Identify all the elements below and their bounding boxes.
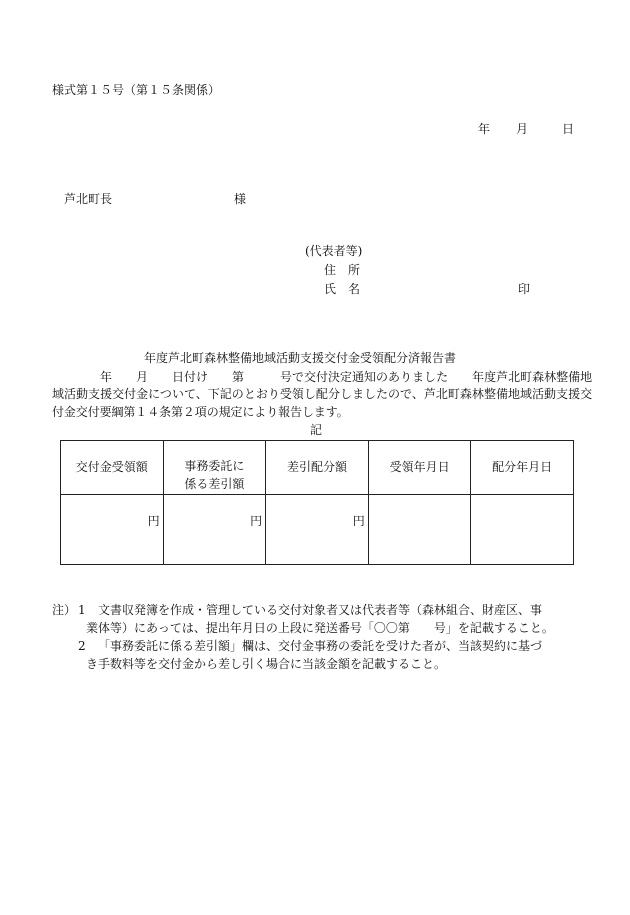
header-received-amount: 交付金受領額 — [61, 441, 164, 495]
notes-prefix: 注） — [52, 603, 77, 617]
addressee-honorific: 様 — [234, 192, 247, 206]
note-continuation — [52, 656, 592, 674]
header-distribution-date: 配分年月日 — [471, 441, 574, 495]
note-text: 業体等）にあっては、提出年月日の上段に発送番号「〇〇第 号」を記載すること。 — [86, 621, 554, 635]
addressee — [64, 191, 247, 208]
cell-net-distribution[interactable]: 円 — [266, 495, 369, 565]
cell-received-date[interactable] — [368, 495, 471, 565]
addressee-name: 芦北町長 — [64, 192, 113, 206]
cell-received-amount[interactable]: 円 — [61, 495, 164, 565]
note-number: 1 — [78, 603, 86, 617]
date-day: 日 — [562, 122, 575, 136]
note-text: き手数料等を交付金から差し引く場合に当該金額を記載すること。 — [86, 657, 447, 671]
header-net-distribution: 差引配分額 — [266, 441, 369, 495]
note-number: 2 — [78, 639, 86, 653]
note-item — [52, 638, 592, 656]
cell-commission-deduction[interactable]: 円 — [163, 495, 266, 565]
note-continuation — [52, 620, 592, 638]
date-line — [478, 121, 574, 138]
note-text: 文書収発簿を作成・管理している交付対象者又は代表者等（森林組合、財産区、事 — [98, 603, 543, 617]
ki-heading: 記 — [310, 423, 323, 437]
table-header-row — [61, 441, 574, 495]
body-text: 年 月 日付け 第 号で交付決定通知のありました 年度芦北町森林整備地域活動支援交付金について、下記のとおり受領し配分しましたので、芦北町森林整備地域活動支援交付金交付要綱第１４条第２項の規定により報告します。 — [52, 370, 592, 419]
header-received-date: 受領年月日 — [368, 441, 471, 495]
document-title: 年度芦北町森林整備地域活動支援交付金受領配分済報告書 — [144, 351, 457, 365]
form-number: 様式第１５号（第１５条関係） — [52, 83, 221, 97]
name-label: 氏 名 — [324, 282, 361, 296]
date-month: 月 — [516, 122, 529, 136]
notes — [52, 602, 592, 674]
cell-distribution-date[interactable] — [471, 495, 574, 565]
seal-mark: 印 — [518, 282, 531, 296]
table-row — [61, 495, 574, 565]
report-table — [60, 440, 574, 565]
header-commission-deduction: 事務委託に 係る差引額 — [163, 441, 266, 495]
note-item — [52, 602, 592, 620]
note-text: 「事務委託に係る差引額」欄は、交付金事務の委託を受けた者が、当該契約に基づ — [98, 639, 543, 653]
date-year: 年 — [478, 122, 491, 136]
address-label: 住 所 — [324, 263, 361, 277]
representative-label: (代表者等) — [305, 244, 363, 258]
